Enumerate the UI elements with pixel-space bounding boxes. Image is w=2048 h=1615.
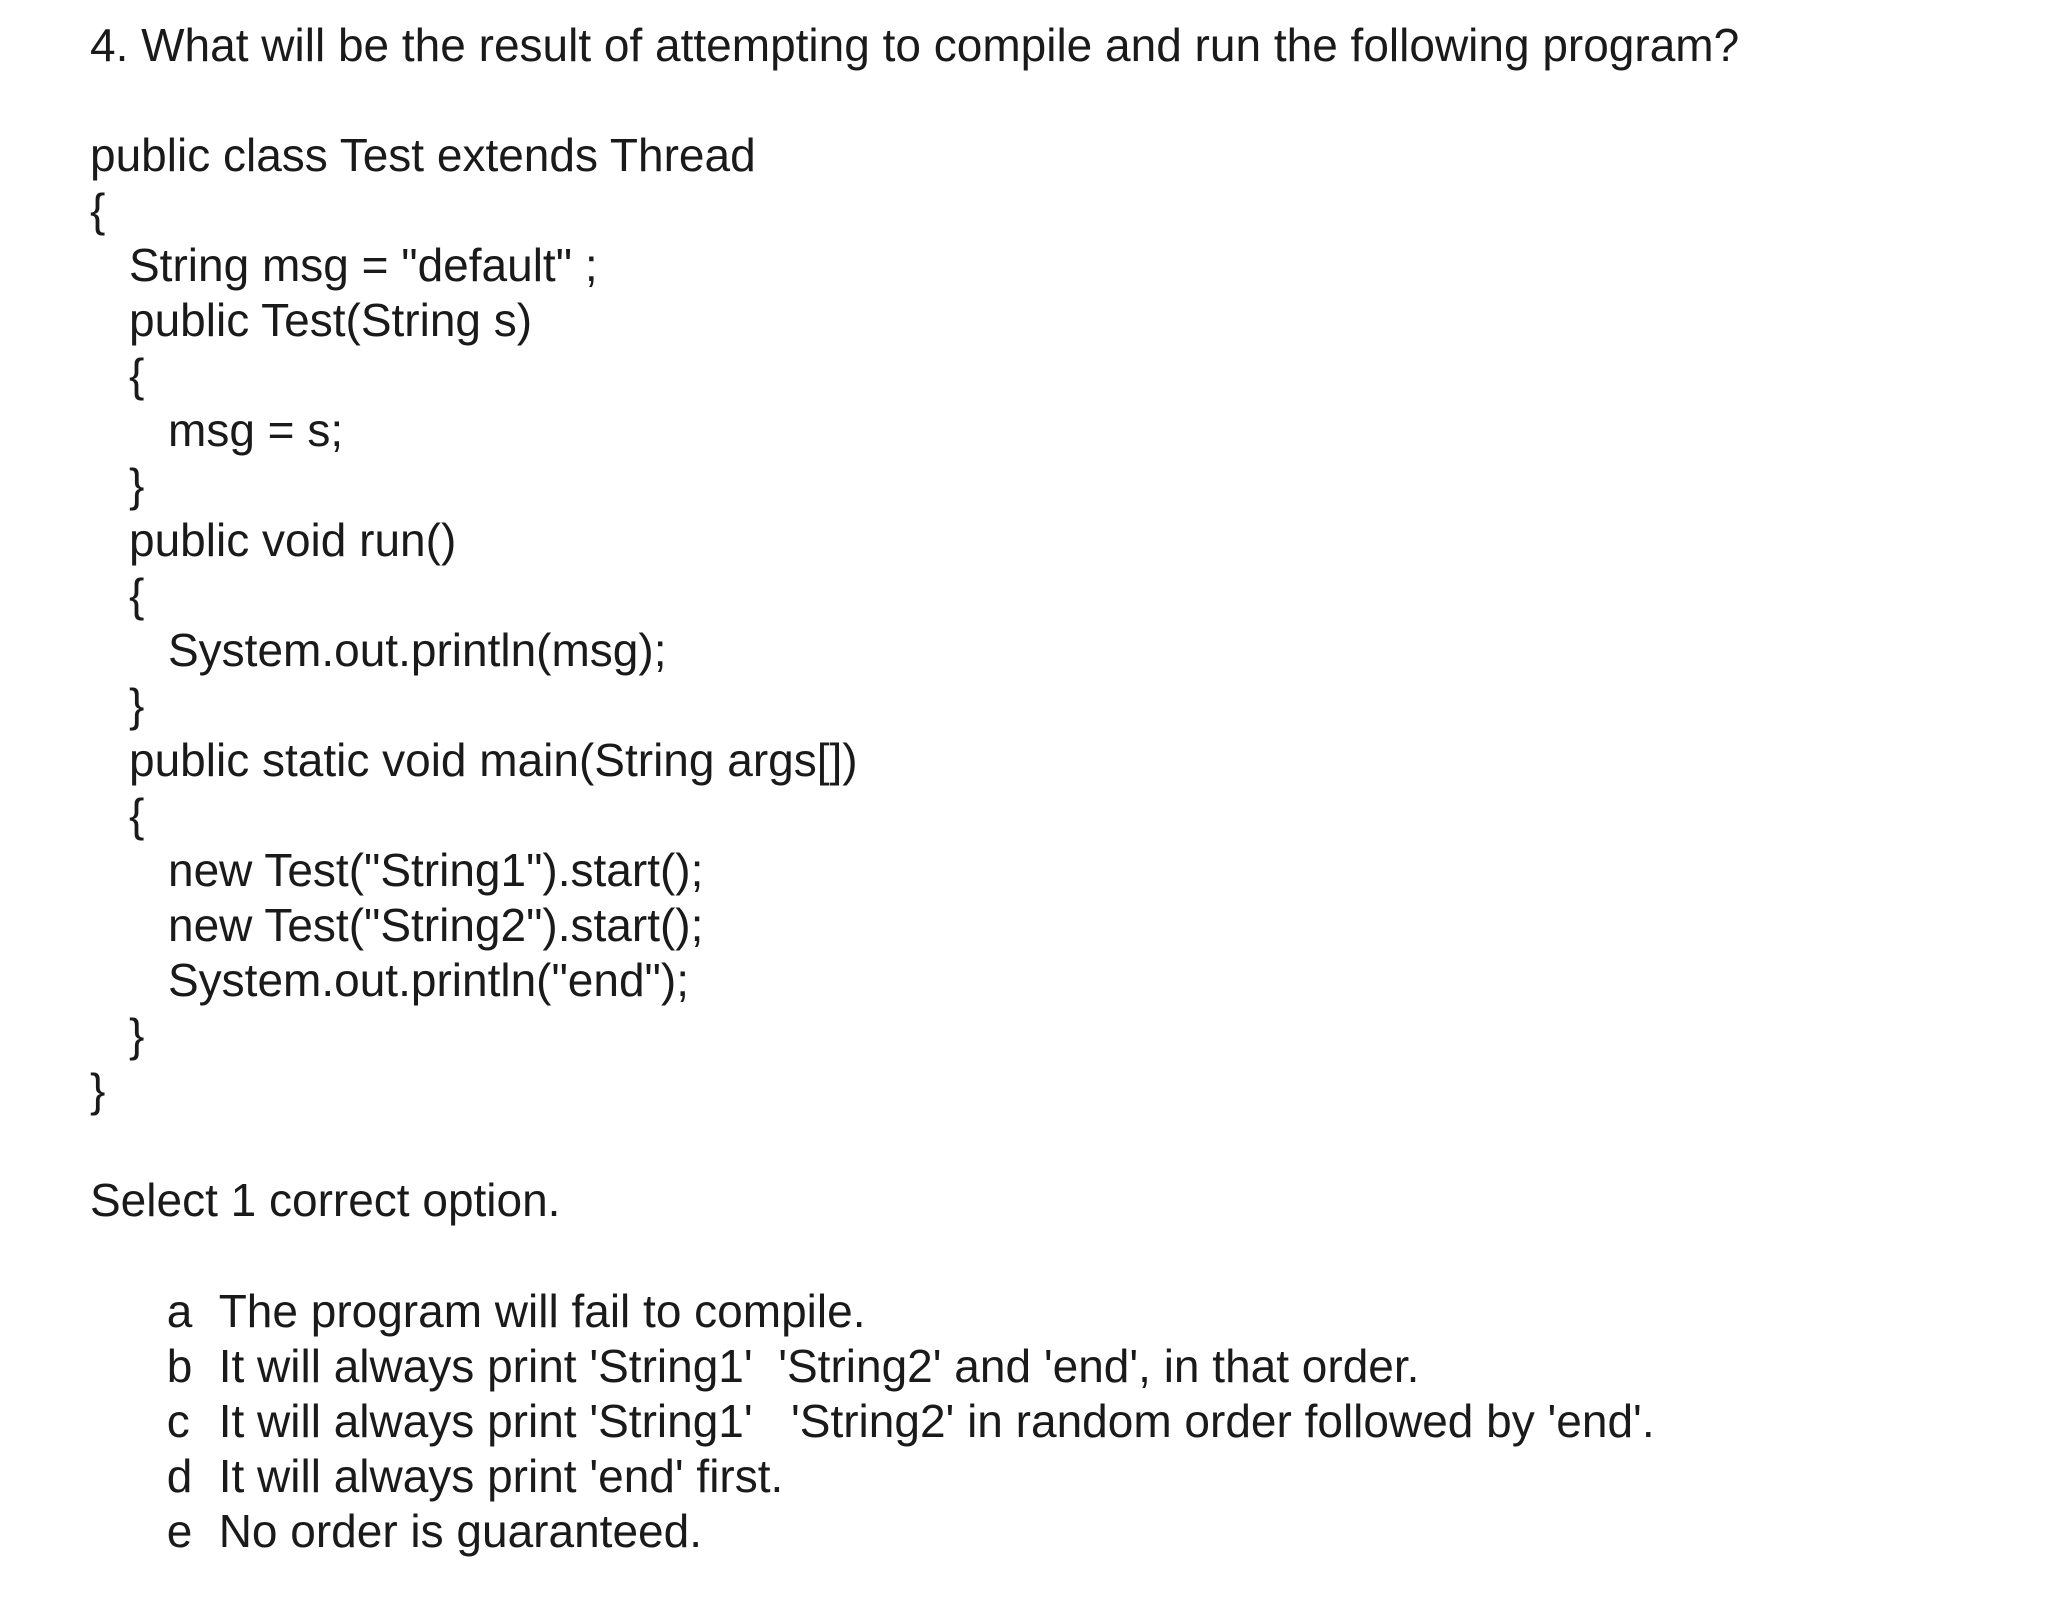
- code-line: System.out.println(msg);: [168, 624, 667, 676]
- option-text: It will always print 'String1' 'String2' and 'end', in that order.: [218, 1340, 1420, 1392]
- code-line: System.out.println("end");: [168, 954, 689, 1006]
- code-line: }: [90, 1064, 106, 1116]
- option-letter: b: [166, 1340, 193, 1392]
- code-line: {: [129, 569, 145, 621]
- option-letter: a: [166, 1285, 193, 1337]
- code-line: }: [129, 459, 145, 511]
- code-line: }: [129, 679, 145, 731]
- option-letter: c: [166, 1395, 190, 1447]
- instruction-text: Select 1 correct option.: [90, 1174, 561, 1226]
- code-line: String msg = "default" ;: [129, 239, 598, 291]
- question-title: 4. What will be the result of attempting to compile and run the following program?: [90, 19, 1740, 71]
- option-e[interactable]: [90, 1447, 702, 1615]
- option-text: No order is guaranteed.: [218, 1505, 702, 1557]
- code-line: public void run(): [129, 514, 457, 566]
- option-text: The program will fail to compile.: [218, 1285, 866, 1337]
- code-line: new Test("String1").start();: [168, 844, 704, 896]
- code-line: public static void main(String args[]): [129, 734, 858, 786]
- code-line: }: [129, 1009, 145, 1061]
- option-letter: e: [166, 1505, 193, 1557]
- code-line: public class Test extends Thread: [90, 129, 756, 181]
- code-line: {: [129, 349, 145, 401]
- code-line: new Test("String2").start();: [168, 899, 704, 951]
- code-line: public Test(String s): [129, 294, 533, 346]
- option-text: It will always print 'end' first.: [218, 1450, 784, 1502]
- option-letter: d: [166, 1450, 193, 1502]
- code-line: msg = s;: [168, 404, 344, 456]
- code-line: {: [129, 789, 145, 841]
- option-text: It will always print 'String1' 'String2' in random order followed by 'end'.: [218, 1395, 1655, 1447]
- code-line: {: [90, 184, 106, 236]
